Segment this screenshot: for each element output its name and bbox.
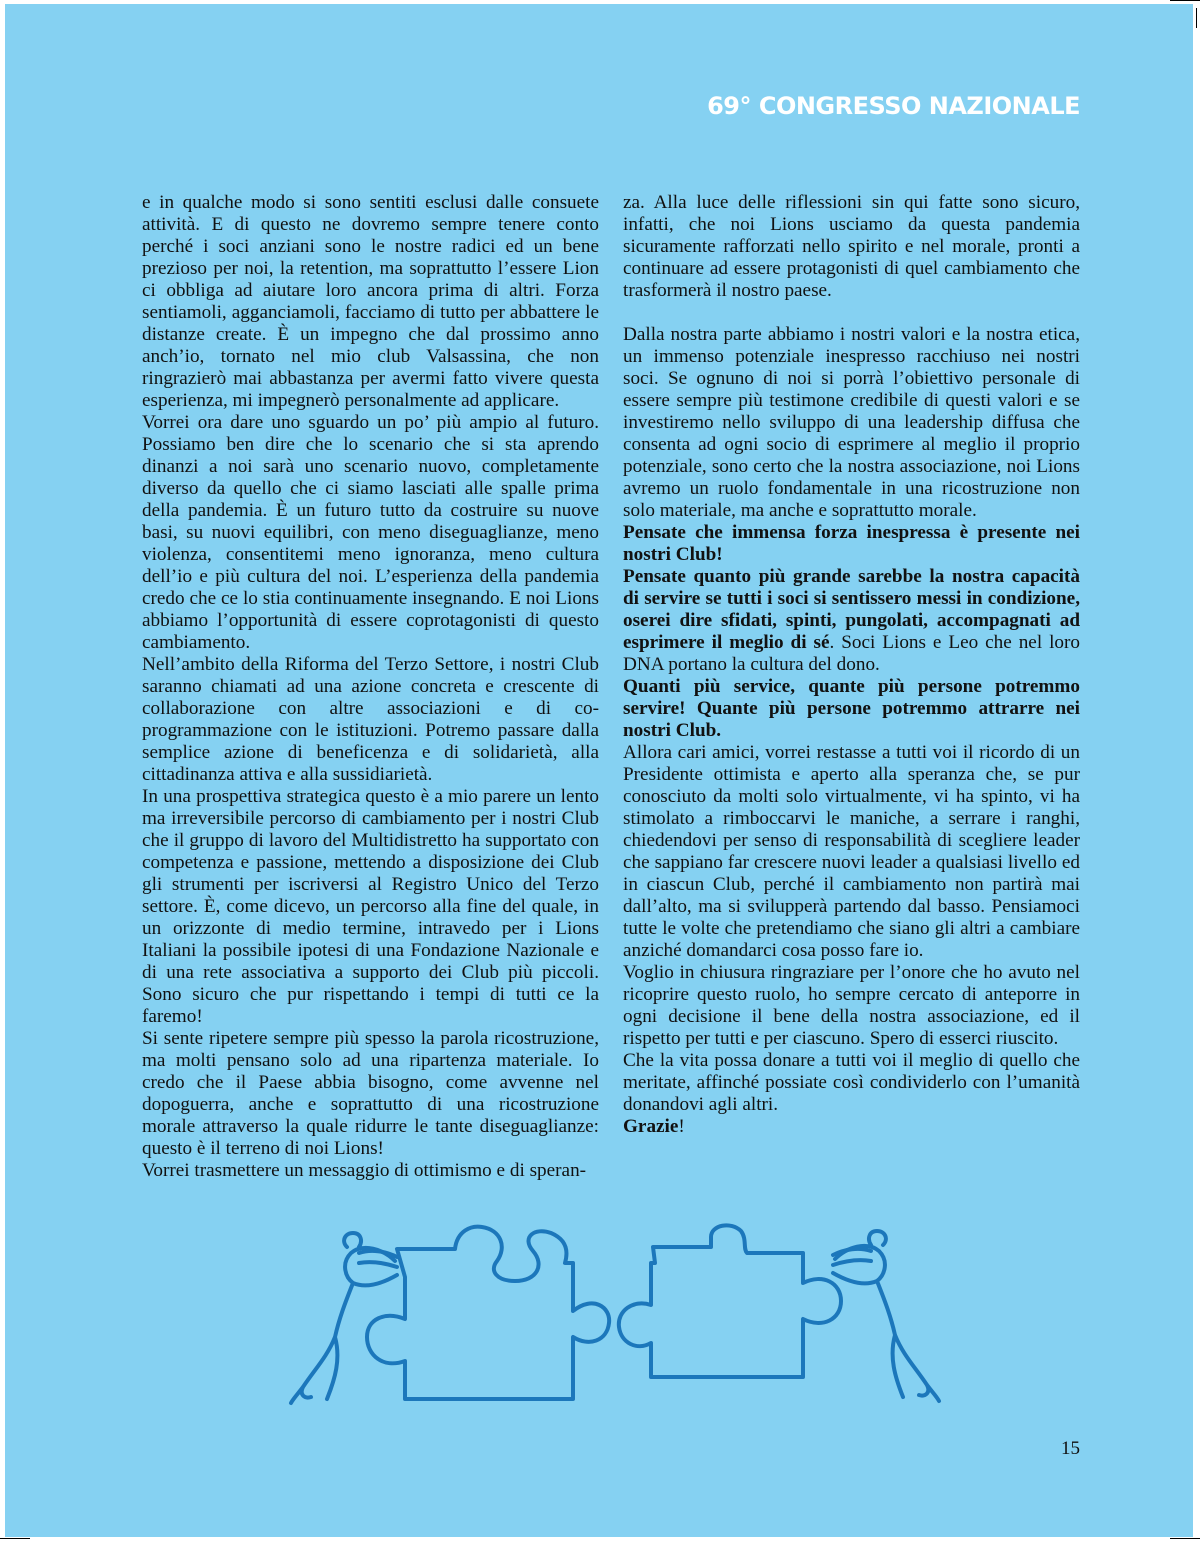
paragraph: Vorrei ora dare uno sguardo un po’ più ampio al futuro. Possiamo ben dire che lo scenario che si sta aprendo dinanzi a noi sarà uno scenario nuovo, completamente diverso da quello che ci siamo lasciati alle spalle prima della pandemia. È un futuro tutto da costruire su nuove basi, su nuovi equilibri, con meno diseguaglianze, meno violenza, consentitemi meno ignoranza, meno cultura dell’io e più cultura del noi. L’esperienza della pandemia credo che ce lo stia continuamente insegnando. E noi Lions abbiamo l’opportunità di essere coprotagonisti di questo cambiamento.	[142, 412, 599, 653]
paragraph: Voglio in chiusura ringraziare per l’onore che ho avuto nel ricoprire questo ruolo, ho sempre cercato di anteporre in ogni decisione il bene della nostra associazione, ed il rispetto per tutti e per ciascuno. Spero di esserci riuscito.	[623, 962, 1080, 1049]
closing-line	[623, 1116, 1080, 1138]
paragraph: Dalla nostra parte abbiamo i nostri valori e la nostra etica, un immenso potenziale inespresso racchiuso nei nostri soci. Se ognuno di noi si porrà l’obiettivo personale di essere sempre più testimone credibile di questi valori e se investiremo nello sviluppo di una leadership diffusa che consenta ad ogni socio di esprimere al meglio il proprio potenziale, sono certo che la nostra associazione, noi Lions avremo un ruolo fondamentale in una ricostruzione non solo materiale, ma anche e soprattutto morale.	[623, 324, 1080, 521]
left-text-column	[142, 192, 599, 1182]
right-text-column	[623, 192, 1080, 1138]
closing-bold: Grazie	[623, 1116, 679, 1137]
magazine-page	[5, 4, 1193, 1537]
right-puzzle-piece	[619, 1225, 841, 1377]
crop-mark	[1196, 8, 1197, 28]
bold-text: Quanti più service, quante più persone potremmo servire! Quante più persone potremmo attrarre nei nostri Club.	[623, 676, 1080, 741]
section-header: 69° CONGRESSO NAZIONALE	[707, 92, 1080, 120]
crop-mark	[1170, 0, 1200, 1]
bold-text: Pensate quanto più grande sarebbe la nostra capacità di servire se tutti i soci si sentissero messi in condizione, oserei dire sfidati, spinti, pungolati, accompagnati ad esprimere il meglio di sé	[623, 566, 1080, 653]
crop-mark	[0, 1538, 30, 1539]
puzzle-pieces-pushed-by-two-figures-icon	[275, 1219, 955, 1409]
crop-mark	[1170, 1538, 1200, 1539]
paragraph: Si sente ripetere sempre più spesso la parola ricostruzione, ma molti pensano solo ad una ripartenza materiale. Io credo che il Paese abbia bisogno, come avvenne nel dopoguerra, anche e soprattutto di una ricostruzione morale attraverso la quale ridurre le tante diseguaglianze: questo è il terreno di noi Lions!	[142, 1028, 599, 1159]
bold-text: Pensate che immensa forza inespressa è presente nei nostri Club!	[623, 522, 1080, 565]
mixed-paragraph	[623, 566, 1080, 676]
left-puzzle-piece	[367, 1227, 609, 1399]
paragraph: Allora cari amici, vorrei restasse a tutti voi il ricordo di un Presidente ottimista e aperto alla speranza che, se pur conosciuto da molti solo virtualmente, vi ha spinto, vi ha stimolato a rimboccarvi le maniche, a serrare i ranghi, chiedendovi per senso di responsabilità di scegliere leader che sappiano far crescere nuovi leader a qualsiasi livello ed in ciascun Club, perché il cambiamento non partirà mai dall’alto, ma si svilupperà partendo dal basso. Pensiamoci tutte le volte che pretendiamo che siano gli altri a cambiare anziché domandarci cosa posso fare io.	[623, 742, 1080, 961]
page-number: 15	[1061, 1438, 1080, 1459]
paragraph-spacer	[623, 302, 1080, 324]
paragraph: Vorrei trasmettere un messaggio di ottimismo e di speran-	[142, 1160, 587, 1181]
bold-paragraph	[623, 676, 1080, 742]
bold-paragraph	[623, 522, 1080, 566]
paragraph: e in qualche modo si sono sentiti esclusi dalle consuete attività. E di questo ne dovremo sempre tenere conto perché i soci anziani sono le nostre radici ed un bene prezioso per noi, la retention, ma soprattutto l’essere Lion ci obbliga ad aiutare loro ancora prima di altri. Forza sentiamoli, agganciamoli, facciamo di tutto per abbattere le distanze create. È un impegno che dal prossimo anno anch’io, tornato nel mio club Valsassina, che non ringrazierò mai abbastanza per avermi fatto vivere questa esperienza, mi impegnerò personalmente ad applicare.	[142, 192, 599, 411]
paragraph: Che la vita possa donare a tutti voi il meglio di quello che meritate, affinché possiate così condividerlo con l’umanità donandovi agli altri.	[623, 1050, 1080, 1115]
paragraph: za. Alla luce delle riflessioni sin qui fatte sono sicuro, infatti, che noi Lions usciamo da questa pandemia sicuramente rafforzati nello spirito e nel morale, pronti a continuare ad essere protagonisti di quel cambiamento che trasformerà il nostro paese.	[623, 192, 1080, 301]
regular-text: . Soci Lions e Leo che nel loro DNA portano la cultura del dono.	[623, 632, 1081, 675]
right-figure	[833, 1231, 939, 1401]
paragraph: Nell’ambito della Riforma del Terzo Settore, i nostri Club saranno chiamati ad una azione concreta e crescente di collaborazione con altre associazioni e di co-programmazione con le istituzioni. Potremo passare dalla semplice azione di beneficenza e di solidarietà, alla cittadinanza attiva e alla sussidiarietà.	[142, 654, 599, 785]
paragraph: In una prospettiva strategica questo è a mio parere un lento ma irreversibile percorso di cambiamento per i nostri Club che il gruppo di lavoro del Multidistretto ha supportato con competenza e passione, mettendo a disposizione dei Club gli strumenti per iscriversi al Registro Unico del Terzo settore. È, come dicevo, un percorso alla fine del quale, in un orizzonte di medio termine, intravedo per i Lions Italiani la possibile ipotesi di una Fondazione Nazionale e di una rete associativa a supporto dei Club più piccoli. Sono sicuro che pur rispettando i tempi di tutti ce la faremo!	[142, 786, 599, 1027]
closing-mark: !	[678, 1116, 685, 1137]
